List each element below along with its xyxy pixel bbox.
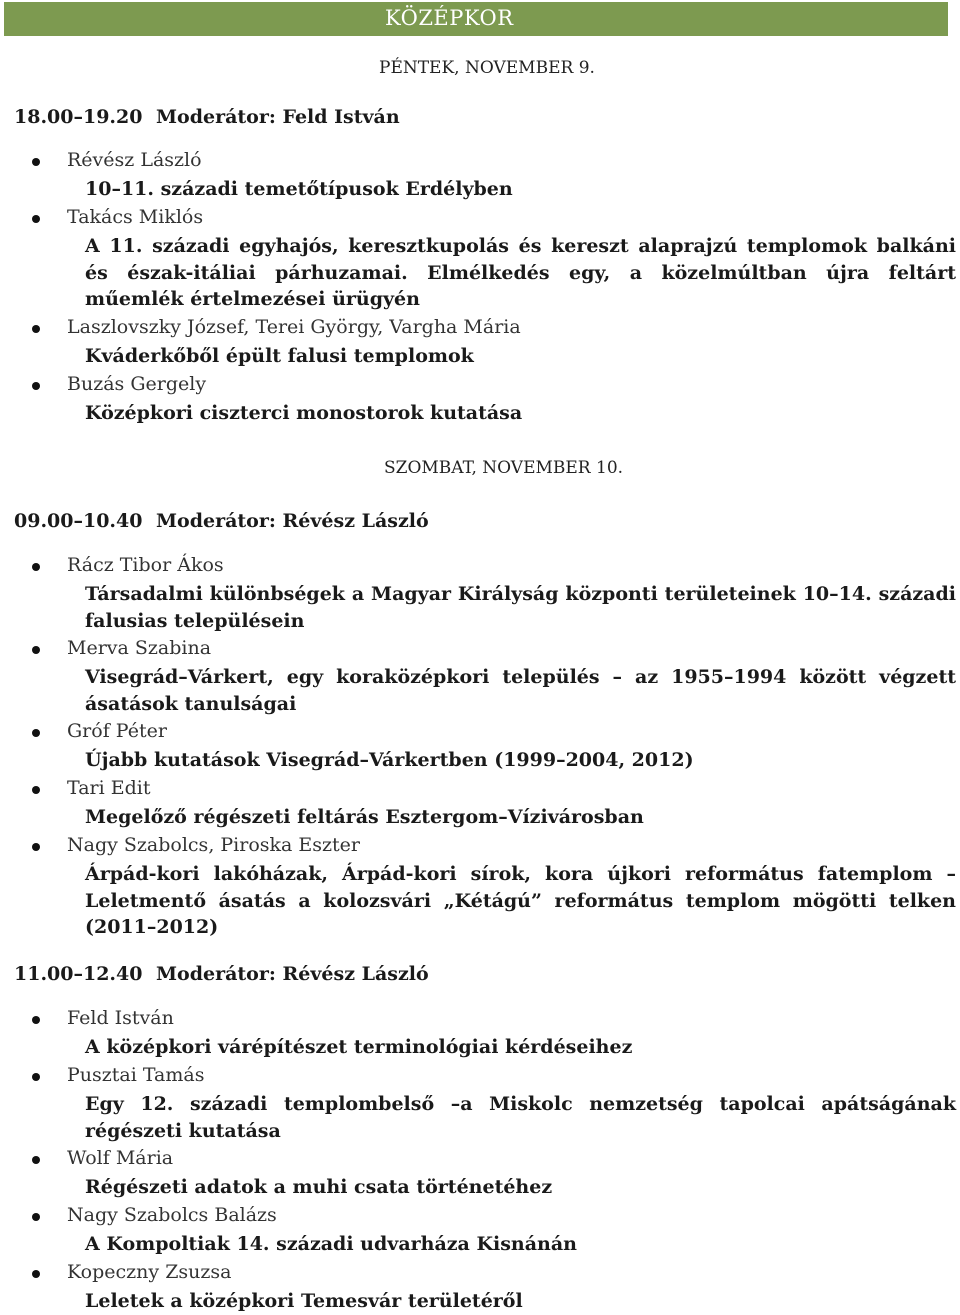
session-moderator: Moderátor: Révész László (156, 510, 429, 532)
bullet-icon (32, 786, 40, 794)
bullet-icon (32, 158, 40, 166)
section-title: KÖZÉPKOR (385, 6, 514, 30)
talk-title: Régészeti adatok a muhi csata történetéhez (85, 1176, 553, 1198)
talk-speaker: Nagy Szabolcs Balázs (67, 1204, 277, 1226)
talk-speaker: Gróf Péter (67, 720, 167, 742)
day-heading-friday: PÉNTEK, NOVEMBER 9. (379, 58, 595, 78)
talk-title: Megelőző régészeti feltárás Esztergom–Vízivárosban (85, 806, 644, 828)
bullet-icon (32, 729, 40, 737)
talk-title: Középkori ciszterci monostorok kutatása (85, 402, 523, 424)
bullet-icon (32, 563, 40, 571)
talk-title: Árpád-kori lakóházak, Árpád-kori sírok, kora újkori református fatemplom – Leletmentő ásatás a kolozsvári „Kétágú” református templom mögötti telken (2011–2012) (85, 863, 956, 938)
talk-speaker: Wolf Mária (67, 1147, 174, 1169)
bullet-icon (32, 325, 40, 333)
talk-title: Társadalmi különbségek a Magyar Királyság központi területeinek 10–14. századi falusias településein (85, 583, 956, 632)
talk-speaker: Buzás Gergely (67, 373, 207, 395)
session-time: 11.00–12.40 (14, 963, 143, 985)
talk-speaker: Nagy Szabolcs, Piroska Eszter (67, 834, 360, 856)
talk-speaker: Takács Miklós (67, 206, 204, 228)
talk-title: 10–11. századi temetőtípusok Erdélyben (85, 178, 513, 200)
bullet-icon (32, 1016, 40, 1024)
talk-title: A középkori várépítészet terminológiai kérdéseihez (85, 1036, 633, 1058)
session-moderator: Moderátor: Révész László (156, 963, 429, 985)
talk-speaker: Feld István (67, 1007, 174, 1029)
bullet-icon (32, 215, 40, 223)
talk-speaker: Pusztai Tamás (67, 1064, 205, 1086)
bullet-icon (32, 1156, 40, 1164)
talk-title: A Kompoltiak 14. századi udvarháza Kisnánán (85, 1233, 577, 1255)
session-header (14, 106, 400, 128)
bullet-icon (32, 646, 40, 654)
talk-speaker: Révész László (67, 149, 202, 171)
talk-speaker: Merva Szabina (67, 637, 212, 659)
session-moderator: Moderátor: Feld István (156, 106, 400, 128)
session-time: 18.00–19.20 (14, 106, 143, 128)
bullet-icon (32, 1270, 40, 1278)
talk-speaker: Tari Edit (67, 777, 151, 799)
talk-speaker: Rácz Tibor Ákos (67, 554, 224, 576)
session-header (14, 510, 429, 532)
bullet-icon (32, 1073, 40, 1081)
talk-title: Egy 12. századi templombelső –a Miskolc nemzetség tapolcai apátságának régészeti kutatása (85, 1093, 956, 1142)
talk-speaker: Kopeczny Zsuzsa (67, 1261, 232, 1283)
talk-title: Leletek a középkori Temesvár területéről (85, 1290, 523, 1312)
talk-title: Kváderkőből épült falusi templomok (85, 345, 474, 367)
day-heading-saturday: SZOMBAT, NOVEMBER 10. (384, 458, 624, 478)
bullet-icon (32, 382, 40, 390)
bullet-icon (32, 1213, 40, 1221)
talk-title: Újabb kutatások Visegrád–Várkertben (1999–2004, 2012) (85, 749, 694, 771)
talk-speaker: Laszlovszky József, Terei György, Vargha Mária (67, 316, 521, 338)
session-header (14, 963, 429, 985)
session-time: 09.00–10.40 (14, 510, 143, 532)
section-banner (4, 2, 948, 36)
talk-title: Visegrád–Várkert, egy koraközépkori település – az 1955–1994 között végzett ásatások tanulságai (85, 666, 956, 715)
bullet-icon (32, 843, 40, 851)
talk-title: A 11. századi egyhajós, keresztkupolás és kereszt alaprajzú templomok balkáni és észak-itáliai párhuzamai. Elmélkedés egy, a közelmúltban újra feltárt műemlék értelmezései ürügyén (85, 235, 956, 310)
